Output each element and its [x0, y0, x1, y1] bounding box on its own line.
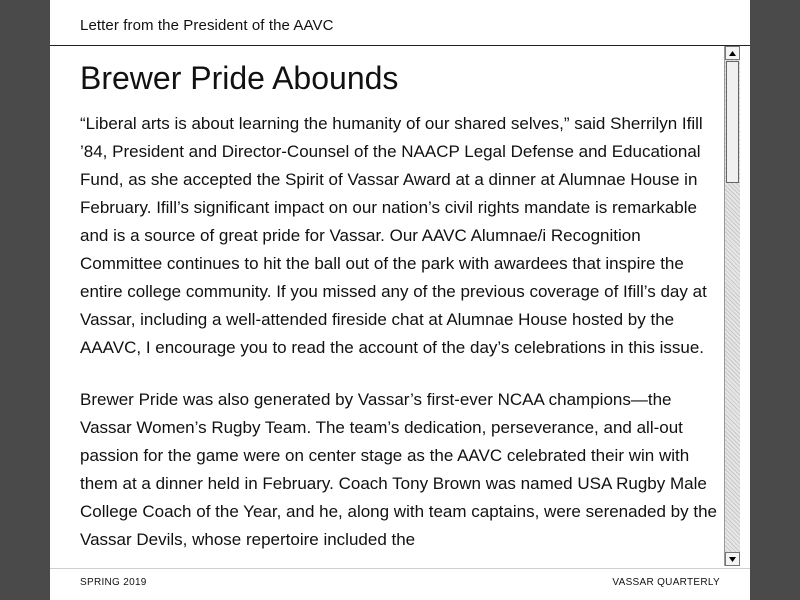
triangle-up-icon [729, 51, 736, 56]
article-content [80, 56, 720, 568]
scrollbar-thumb[interactable] [726, 61, 739, 183]
vertical-scrollbar[interactable] [724, 46, 740, 566]
article-paragraph-1: “Liberal arts is about learning the humanity of our shared selves,” said Sherrilyn Ifill ’84, President and Director-Counsel of the NAACP Legal Defense and Educational Fund, as she accepted the Spirit of Vassar Award at a dinner at Alumnae House in February. Ifill’s significant impact on our nation’s civil rights mandate is remarkable and is a source of great pride for Vassar. Our AAVC Alumnae/i Recognition Committee continues to hit the ball out of the park with awardees that inspire the entire college community. If you missed any of the previous coverage of Ifill’s day at Vassar, including a well-attended fireside chat at Alumnae House hosted by the AAAVC, I encourage you to read the account of the day’s celebrations in this issue. [80, 114, 707, 357]
page [50, 0, 750, 600]
page-footer [50, 568, 750, 600]
header-title: Letter from the President of the AAVC [80, 17, 334, 34]
article-heading: Brewer Pride Abounds [80, 60, 399, 96]
footer-issue: SPRING 2019 [80, 577, 147, 588]
footer-publication: VASSAR QUARTERLY [612, 577, 720, 588]
triangle-down-icon [729, 557, 736, 562]
scroll-up-button[interactable] [725, 46, 740, 60]
page-header [50, 0, 750, 46]
article-paragraph-2: Brewer Pride was also generated by Vassar’s first-ever NCAA champions—the Vassar Women’s Rugby Team. The team’s dedication, perseverance, and all-out passion for the game were on center stage as the AAVC celebrated their win with them at a dinner held in February. Coach Tony Brown was named USA Rugby Male College Coach of the Year, and he, along with team captains, were serenaded by the Vassar Devils, whose repertoire included the [80, 390, 717, 549]
scroll-down-button[interactable] [725, 552, 740, 566]
